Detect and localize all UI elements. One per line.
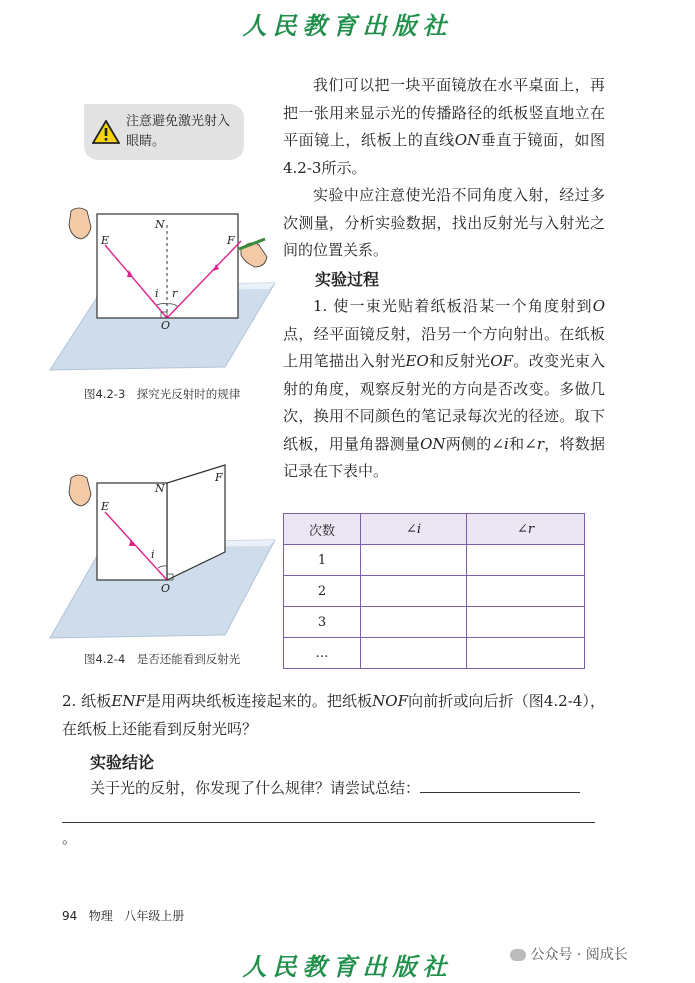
watermark: 公众号 · 阅成长: [510, 944, 628, 964]
footer-subject: 物理: [88, 909, 113, 923]
table-cell: 3: [284, 607, 361, 638]
table-row: [284, 576, 585, 607]
page-footer: [62, 907, 184, 924]
page-number: 94: [62, 909, 78, 923]
table-row: [284, 638, 585, 669]
label-i-2: i: [151, 548, 155, 561]
wechat-icon: [510, 949, 526, 961]
intro-text: [283, 72, 605, 265]
footer-grade: 八年级上册: [124, 909, 185, 923]
label-f-2: F: [215, 471, 223, 484]
process-step-2: 2. 纸板ENF是用两块纸板连接起来的。把纸板NOF向前折或向后折（图4.2-4），在纸板上还能看到反射光吗？: [62, 692, 605, 738]
answer-line-2: 。: [62, 806, 605, 848]
label-e: E: [101, 234, 110, 247]
label-e-2: E: [101, 500, 110, 513]
publisher-logo-top: 人民教育出版社: [242, 11, 453, 40]
label-f: F: [227, 234, 235, 247]
process-section: [283, 266, 605, 486]
intro-paragraph-1: 我们可以把一块平面镜放在水平桌面上，再把一张用来显示光的传播路径的纸板竖直地立在平面镜上，纸板上的直线ON垂直于镜面，如图4.2-3所示。: [283, 76, 605, 177]
label-r: r: [172, 287, 178, 300]
figure-folded-board: [45, 460, 285, 640]
table-row: [284, 607, 585, 638]
label-o-2: O: [161, 582, 171, 595]
board-enO: [97, 483, 167, 580]
table-header: ∠i: [361, 514, 467, 545]
table-header: ∠r: [466, 514, 584, 545]
conclusion-prompt: 关于光的反射，你发现了什么规律？请尝试总结：: [90, 775, 605, 803]
left-hand-icon: [69, 208, 91, 239]
pen-hand-icon: [239, 239, 267, 267]
figure-1-caption: 图4.2-3 探究光反射时的规律: [84, 387, 241, 401]
label-n: N: [155, 218, 165, 231]
data-table: [283, 513, 585, 669]
process-heading: 实验过程: [315, 270, 380, 289]
intro-paragraph-2: 实验中应注意使光沿不同角度入射，经过多次测量，分析实验数据，找出反射光与入射光之间的位置关系。: [283, 186, 605, 259]
figure-2-caption: 图4.2-4 是否还能看到反射光: [84, 652, 241, 666]
process-step-1: 1. 使一束光贴着纸板沿某一个角度射到O点，经平面镜反射，沿另一个方向射出。在纸板上用笔描出入射光EO和反射光OF。改变光束入射的角度，观察反射光的方向是否改变。多做几次，换用不同颜色的笔记录每次光的径迹。取下纸板，用量角器测量ON两侧的∠i和∠r，将数据记录在下表中。: [283, 297, 605, 480]
table-cell: …: [284, 638, 361, 669]
answer-blank-1[interactable]: [420, 792, 580, 793]
warning-text: 注意避免激光射入眼睛。: [126, 114, 231, 149]
label-n-2: N: [155, 482, 165, 495]
table-header: 次数: [284, 514, 361, 545]
label-i: i: [155, 287, 159, 300]
label-o: O: [161, 319, 171, 332]
table-row: [284, 545, 585, 576]
table-header-row: [284, 514, 585, 545]
figure-reflection-setup: [45, 205, 285, 380]
conclusion-heading: 实验结论: [90, 753, 155, 772]
table-cell: 2: [284, 576, 361, 607]
answer-blank-2[interactable]: [62, 806, 595, 823]
table-cell: 1: [284, 545, 361, 576]
publisher-logo-bottom: 人民教育出版社: [242, 952, 453, 981]
warning-box: [84, 104, 244, 160]
warning-icon: [92, 120, 120, 144]
left-hand-icon-2: [69, 475, 91, 506]
